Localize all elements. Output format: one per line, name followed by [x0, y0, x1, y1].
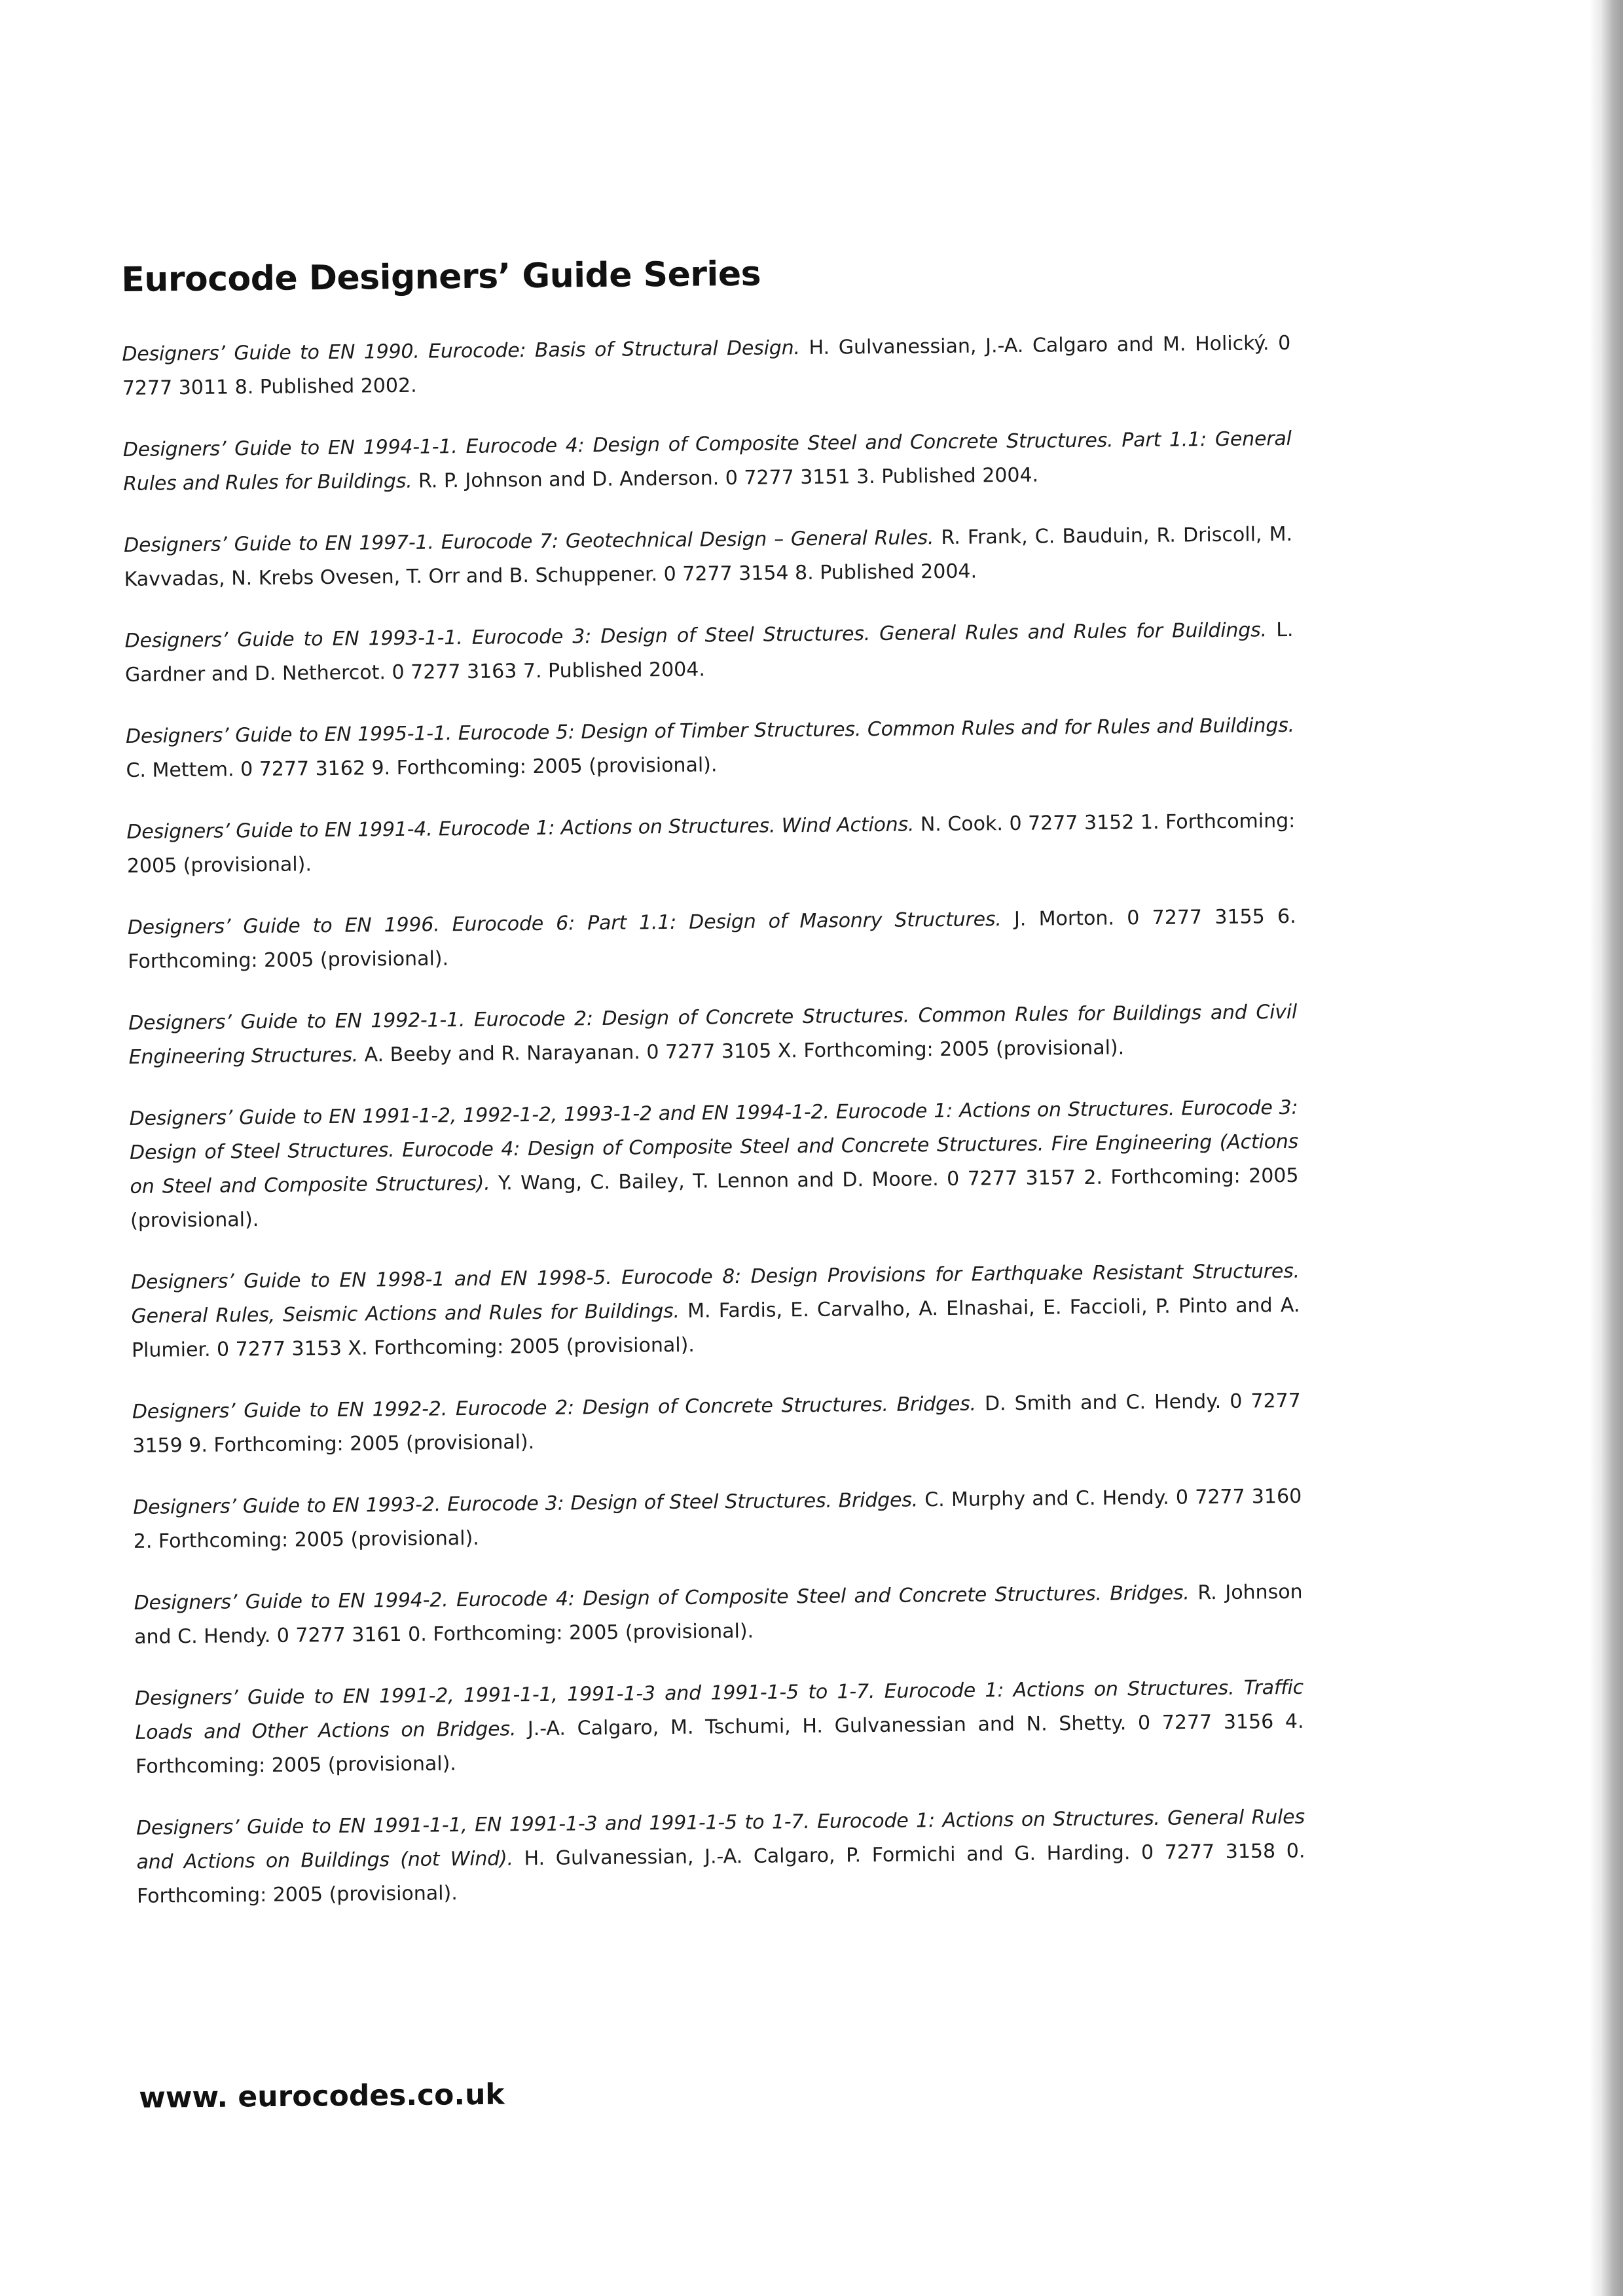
book-entry: [122, 327, 1291, 406]
entries-list: [122, 327, 1305, 1914]
book-entry: [132, 1384, 1302, 1463]
book-entry: [131, 1255, 1300, 1368]
book-description: Designers’ Guide to EN 1995-1-1. Eurocode 5: Design of Timber Structures. Common Rules and for Rules and Buildings.: [125, 713, 1295, 748]
book-description: Designers’ Guide to EN 1994-2. Eurocode 4: Design of Composite Steel and Concrete Structures. Bridges.: [134, 1581, 1190, 1615]
book-authors-details: J.-A. Calgaro, M. Tschumi, H. Gulvanessian and N. Shetty. 0 7277 3156 4. Forthcoming: 2005 (provisional).: [135, 1710, 1304, 1778]
book-description: Designers’ Guide to EN 1994-1-1. Eurocode 4: Design of Composite Steel and Concrete Structures. Part 1.1: General Rules and Rules for Buildings.: [122, 427, 1292, 495]
website-url: www. eurocodes.co.uk: [139, 2077, 505, 2115]
book-authors-details: R. Johnson and C. Hendy. 0 7277 3161 0. Forthcoming: 2005 (provisional).: [134, 1580, 1303, 1649]
book-description: Designers’ Guide to EN 1993-2. Eurocode 3: Design of Steel Structures. Bridges.: [133, 1488, 919, 1519]
book-description: Designers’ Guide to EN 1996. Eurocode 6: Part 1.1: Design of Masonry Structures.: [127, 908, 1002, 939]
page-edge-shadow: [1589, 0, 1623, 2296]
book-entry: [129, 1091, 1299, 1238]
series-listing: [121, 249, 1306, 1941]
book-description: Designers’ Guide to EN 1993-1-1. Eurocode 3: Design of Steel Structures. General Rules and Rules for Buildings.: [124, 619, 1267, 653]
book-description: Designers’ Guide to EN 1992-2. Eurocode 2: Design of Concrete Structures. Bridges.: [132, 1392, 977, 1424]
book-entry: [128, 900, 1297, 979]
book-authors-details: C. Mettem. 0 7277 3162 9. Forthcoming: 2005 (provisional).: [126, 753, 718, 782]
book-description: Designers’ Guide to EN 1992-1-1. Eurocode 2: Design of Concrete Structures. Common Rules for Buildings and Civil Engineering Structures.: [128, 1000, 1298, 1069]
book-authors-details: H. Gulvanessian, J.-A. Calgaro and M. Holický. 0 7277 3011 8. Published 2002.: [122, 331, 1291, 400]
book-description: Designers’ Guide to EN 1991-4. Eurocode 1: Actions on Structures. Wind Actions.: [126, 813, 915, 844]
book-authors-details: D. Smith and C. Hendy. 0 7277 3159 9. Forthcoming: 2005 (provisional).: [132, 1389, 1301, 1458]
series-title: Eurocode Designers’ Guide Series: [121, 254, 761, 300]
book-authors-details: L. Gardner and D. Nethercot. 0 7277 3163 7. Published 2004.: [124, 618, 1294, 687]
book-description: Designers’ Guide to EN 1998-1 and EN 1998-5. Eurocode 8: Design Provisions for Earthquake Resistant Structures. General Rules, Seismic Actions and Rules for Buildings.: [130, 1259, 1300, 1328]
book-description: Designers’ Guide to EN 1997-1. Eurocode 7: Geotechnical Design – General Rules.: [124, 526, 934, 557]
book-entry: [123, 422, 1292, 501]
book-entry: [124, 613, 1294, 692]
book-authors-details: N. Cook. 0 7277 3152 1. Forthcoming: 2005 (provisional).: [126, 809, 1296, 878]
book-authors-details: J. Morton. 0 7277 3155 6. Forthcoming: 2005 (provisional).: [128, 905, 1296, 973]
book-entry: [124, 518, 1293, 597]
book-entry: [128, 996, 1298, 1075]
book-authors-details: A. Beeby and R. Narayanan. 0 7277 3105 X. Forthcoming: 2005 (provisional).: [364, 1036, 1125, 1067]
book-authors-details: Y. Wang, C. Bailey, T. Lennon and D. Moore. 0 7277 3157 2. Forthcoming: 2005 (provisional).: [130, 1164, 1299, 1232]
book-description: Designers’ Guide to EN 1991-1-1, EN 1991-1-3 and 1991-1-5 to 1-7. Eurocode 1: Actions on Structures. General Rules and Actions on Buildings (not Wind).: [136, 1805, 1305, 1874]
book-entry: [136, 1801, 1305, 1914]
book-description: Designers’ Guide to EN 1990. Eurocode: Basis of Structural Design.: [122, 336, 800, 366]
book-entry: [134, 1575, 1303, 1655]
book-authors-details: M. Fardis, E. Carvalho, A. Elnashai, E. Faccioli, P. Pinto and A. Plumier. 0 7277 3153 X. Forthcoming: 2005 (provisional).: [131, 1293, 1300, 1362]
book-entry: [126, 804, 1296, 884]
book-authors-details: R. Frank, C. Bauduin, R. Driscoll, M. Kavvadas, N. Krebs Ovesen, T. Orr and B. Schuppener. 0 7277 3154 8. Published 2004.: [124, 522, 1293, 591]
book-authors-details: H. Gulvanessian, J.-A. Calgaro, P. Formichi and G. Harding. 0 7277 3158 0. Forthcoming: 2005 (provisional).: [136, 1839, 1305, 1908]
book-description: Designers’ Guide to EN 1991-2, 1991-1-1, 1991-1-3 and 1991-1-5 to 1-7. Eurocode 1: Actions on Structures. Traffic Loads and Other Actions on Bridges.: [134, 1676, 1304, 1744]
book-authors-details: C. Murphy and C. Hendy. 0 7277 3160 2. Forthcoming: 2005 (provisional).: [133, 1484, 1302, 1553]
book-description: Designers’ Guide to EN 1991-1-2, 1992-1-2, 1993-1-2 and EN 1994-1-2. Eurocode 1: Actions on Structures. Eurocode 3: Design of Steel Structures. Eurocode 4: Design of Composite Steel and Concrete Structures. Fire Engineering (Actions on Steel and Composite Structures).: [129, 1096, 1299, 1198]
book-entry: [135, 1671, 1304, 1784]
book-entry: [126, 709, 1295, 788]
book-entry: [133, 1480, 1302, 1559]
book-authors-details: R. P. Johnson and D. Anderson. 0 7277 3151 3. Published 2004.: [418, 463, 1039, 493]
